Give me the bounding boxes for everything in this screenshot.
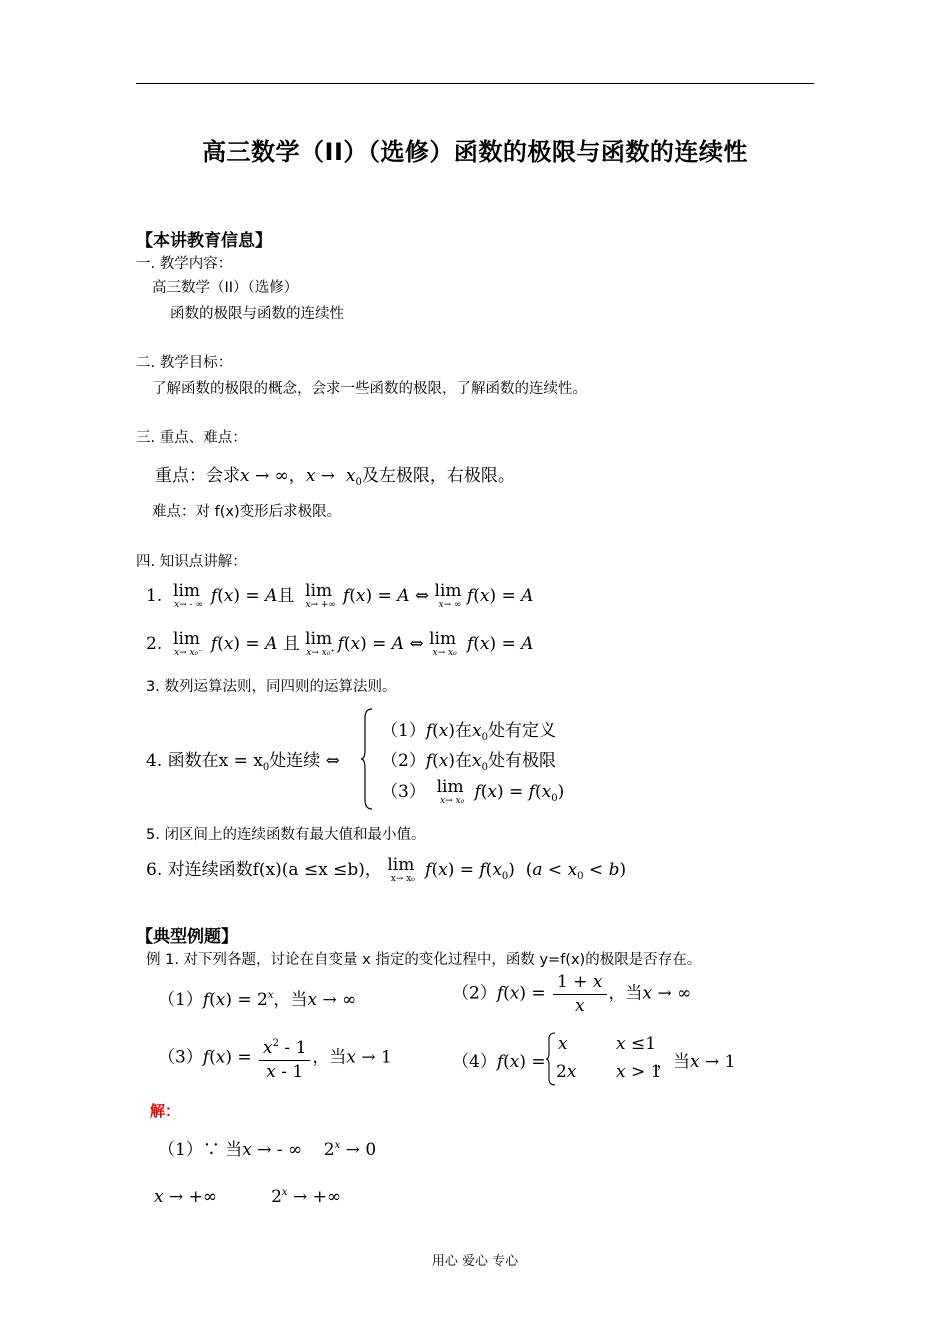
point3: 3. 数列运算法则，同四则的运算法则。 (146, 679, 397, 695)
left-brace-icon (360, 708, 374, 810)
key-label: 三. 重点、难点： (136, 430, 247, 446)
piecewise-case1-cond: x ≤1 (616, 1034, 657, 1054)
solution-line2: x → +∞ $2^x$ → +∞ (154, 1187, 342, 1207)
key-suffix: 及左极限，右极限。 (361, 466, 515, 486)
example1-part4-lhs: （4）f(x) = (452, 1052, 546, 1072)
info-heading: 【本讲教育信息】 (136, 231, 272, 251)
point4-prefix: 4. 函数在 (146, 751, 219, 771)
knowledge-label: 四. 知识点讲解： (136, 554, 247, 570)
example1-part2: （2）f(x) = $\frac{1 + x}{x}$ ，当x → ∞ (452, 972, 692, 1016)
header-rule (136, 83, 814, 84)
difficult-point: 难点：对 f(x)变形后求极限。 (152, 504, 342, 520)
piecewise-case2-expr: 2x (556, 1062, 577, 1082)
example1-text: 例 1. 对下列各题，讨论在自变量 x 指定的变化过程中，函数 y=f(x)的极限是否存在。 (146, 952, 702, 968)
goal-label: 二. 教学目标： (136, 355, 233, 371)
example1-part3: （3）f(x) = $\frac{x^2 - 1}{x - 1}$ ，当x → 1 (158, 1033, 392, 1083)
example1-part1: $(1)f(x) = 2^x$，当x → ∞ (158, 990, 357, 1010)
point4-cond2-text: 处有极限 (487, 751, 556, 771)
page-title: 高三数学（II）（选修）函数的极限与函数的连续性 (202, 138, 748, 166)
key-point-line: 重点：会求x → ∞，$x \to x_0$及左极限，右极限。 (155, 466, 515, 488)
content-line1: 高三数学（II）（选修） (152, 280, 299, 296)
content-line2: 函数的极限与函数的连续性 (170, 306, 344, 322)
key-prefix: 重点：会求 (155, 466, 240, 486)
point4-cond3: （3） lim x→ x₀ $f(x) = f(x_0)$ (381, 777, 565, 806)
content-label: 一. 教学内容： (136, 256, 233, 272)
piecewise-case2-cond: x > 1 (616, 1062, 662, 1082)
point4-cond1-text: 处有定义 (487, 721, 556, 741)
piecewise-when: ，当x → 1 (656, 1052, 736, 1072)
solution-label: 解： (150, 1102, 181, 1120)
page-footer: 用心 爱心 专心 (431, 1254, 519, 1269)
examples-heading: 【典型例题】 (136, 927, 238, 947)
point1-formula: 1. lim x→ - ∞ f(x) = A且 lim x→ +∞ f(x) = A ⇔ lim x→ ∞ f(x) = A (146, 581, 534, 610)
piecewise-case1-expr: x (558, 1034, 568, 1054)
point6-prefix: 6. 对连续函数 (146, 860, 253, 880)
goal-text: 了解函数的极限的概念，会求一些函数的极限，了解函数的连续性。 (152, 381, 587, 397)
point4-cond1: （1）f(x)在$x_0$处有定义 (381, 721, 556, 743)
point4-cond2: （2）f(x)在$x_0$处有极限 (381, 751, 556, 773)
point5: 5. 闭区间上的连续函数有最大值和最小值。 (146, 827, 426, 843)
point4-lhs: 4. 函数在$x = x_0$处连续 ⇔ (146, 751, 340, 773)
point6-formula: 6. 对连续函数f(x)(a ≤x ≤b)， lim x→ x₀ $f(x) = f(x_0) (a < x_0 < b)$ (146, 855, 627, 884)
point2-formula: 2. lim x→ x₀⁻ f(x) = A 且 lim x→ x₀⁺ f(x) = A ⇔ lim x→ x₀ f(x) = A (146, 629, 534, 658)
solution-line1: （1）∵ 当x → - ∞ $2^x \to 0$ (158, 1140, 377, 1160)
